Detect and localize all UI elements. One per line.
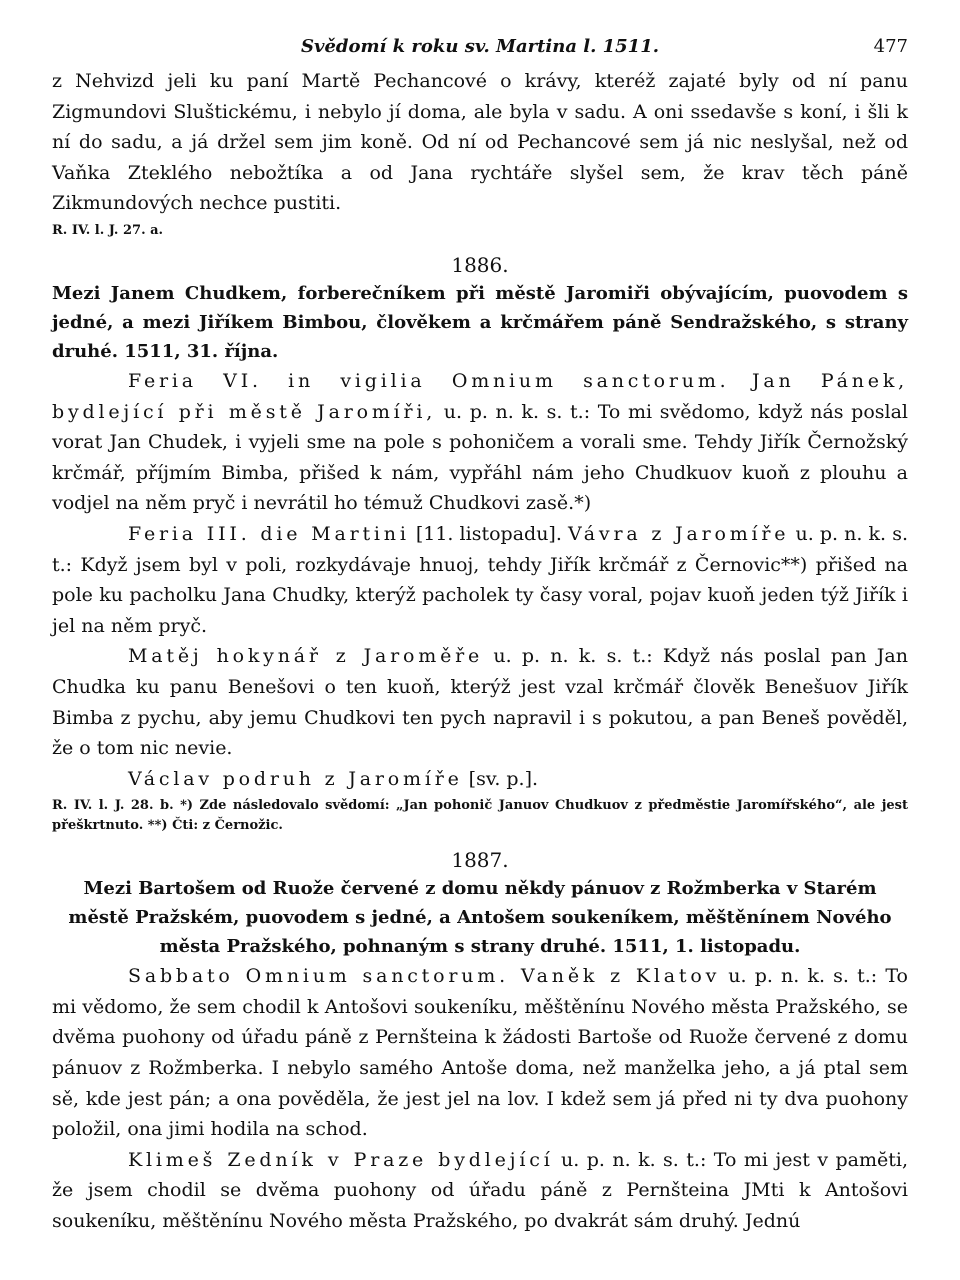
testimony-text: [sv. p.]. [468,767,539,790]
witness-name: Jan Pánek, bydlející při městě Jaromíři, [52,369,908,423]
testimony-paragraph [52,1145,908,1237]
document-page [52,36,908,1237]
testimony-paragraph [52,519,908,641]
archive-reference: R. IV. l. J. 27. a. [52,222,164,238]
document-number-1887: 1887. [451,848,509,873]
witness-name: Vávra z Jaromíře [568,522,790,545]
intro-paragraph: z Nehvizd jeli ku paní Martě Pechancové o krávy, kteréž zajaté byly od ní panu Zigmundovi Sluštickému, i nebylo jí doma, ale byla v sadu. A oni ssedavše s koní, i šli k ní do sadu, a já držel sem jim koně. Od ní od Pechancové sem já nic neslyšal, než od Vaňka Zteklého nebožtíka a od Jana rychtáře slyšel sem, že krav těch páně Zikmundových nechce pustiti. [52,70,908,215]
testimony-paragraph [52,961,908,1145]
date-bracket: [11. listopadu]. [415,522,562,545]
testimony-date: Feria III. die Martini [128,522,410,545]
document-summary-1887: Mezi Bartošem od Ruože červené z domu někdy pánuov z Rožmberka v Starém městě Pražském, puovodem s jedné, a Antošem soukeníkem, měštěnínem Nového města Pražského, pohnaným s strany druhé. 1511, 1. listopadu. [68,878,892,958]
testimony-text: u. p. n. k. s. t.: To mi vědomo, že sem chodil k Antošovi soukeníku, měštěnínu Nového města Pražského, se dvěma puohony od úřadu páně z Pernšteina k žádosti Bartoše od Ruože červené z domu pánuov z Rožmberka. I nebylo samého Antoše doma, než manželka jeho, a já ptal sem sě, kde jest pán; a ona pověděla, že jest jel na lov. I kdež sem já před ni ty dva puohony položil, ona jimi hodila na schod. [52,965,908,1141]
testimony-paragraph [52,764,908,795]
page-number: 477 [873,36,908,57]
witness-name: Václav podruh z Jaromíře [128,767,463,790]
testimony-text: u. p. n. k. s. t.: Když nás poslal pan Jan Chudka ku panu Benešovi o ten kuoň, kterýž jest vzal krčmář člověk Benešuov Jiřík Bimba z pychu, aby jemu Chudkovi ten pych napravil i s pokutou, a pan Beneš pověděl, že o tom nic nevie. [52,645,908,760]
testimony-text: u. p. n. k. s. t.: Když jsem byl v poli, rozkydávaje hnuoj, tehdy Jiřík krčmář z Černovic**) přišed na pole ku pacholku Jana Chudky, kterýž pacholek ty časy voral, pojav kuoň jeden týž Jiřík i jel na něm pryč. [52,522,908,637]
witness-name: Sabbato Omnium sanctorum. Vaněk z Klatov [128,965,721,988]
testimony-text: u. p. n. k. s. t.: To mi svědomo, když nás poslal vorat Jan Chudek, i vyjeli sme na pole s pohoničem a vorali sme. Tehdy Jiřík Černožský krčmář, příjmím Bimba, přišed k nám, vypřáhl nám jeho Chudkuov kuoň z plouhu a vodjel na něm pryč i nevrátil ho témuž Chudkovi zasě.*) [52,400,909,515]
testimony-paragraph [52,366,908,519]
footnote: R. IV. l. J. 28. b. *) Zde následovalo svědomí: „Jan pohonič Januov Chudkuov z předměstie Jaromířského“, ale jest přeškrtnuto. **) Čti: z Černožic. [52,798,908,834]
testimony-date: Feria VI. in vigilia Omnium sanctorum. [128,369,730,392]
document-number-1886: 1886. [451,252,509,277]
testimony-text: u. p. n. k. s. t.: To mi jest v pamĕti, že jsem chodil se dvěma puohony od úřadu páně z Pernšteina JMti k Antošovi soukeníku, měštěnínu Nového města Pražského, po dvakrát sám druhý. Jednú [52,1148,908,1233]
page-header [52,36,908,66]
witness-name: Matěj hokynář z Jaroměře [128,645,484,668]
running-title: Svědomí k roku sv. Martina l. 1511. [301,36,659,57]
witness-name: Klimeš Zedník v Praze bydlející [128,1148,554,1171]
document-summary-1886: Mezi Janem Chudkem, forberečníkem při městě Jaromiři obývajícím, puovodem s jedné, a mezi Jiříkem Bimbou, člověkem a krčmářem páně Sendražského, s strany druhé. 1511, 31. října. [52,282,908,362]
testimony-paragraph [52,641,908,763]
